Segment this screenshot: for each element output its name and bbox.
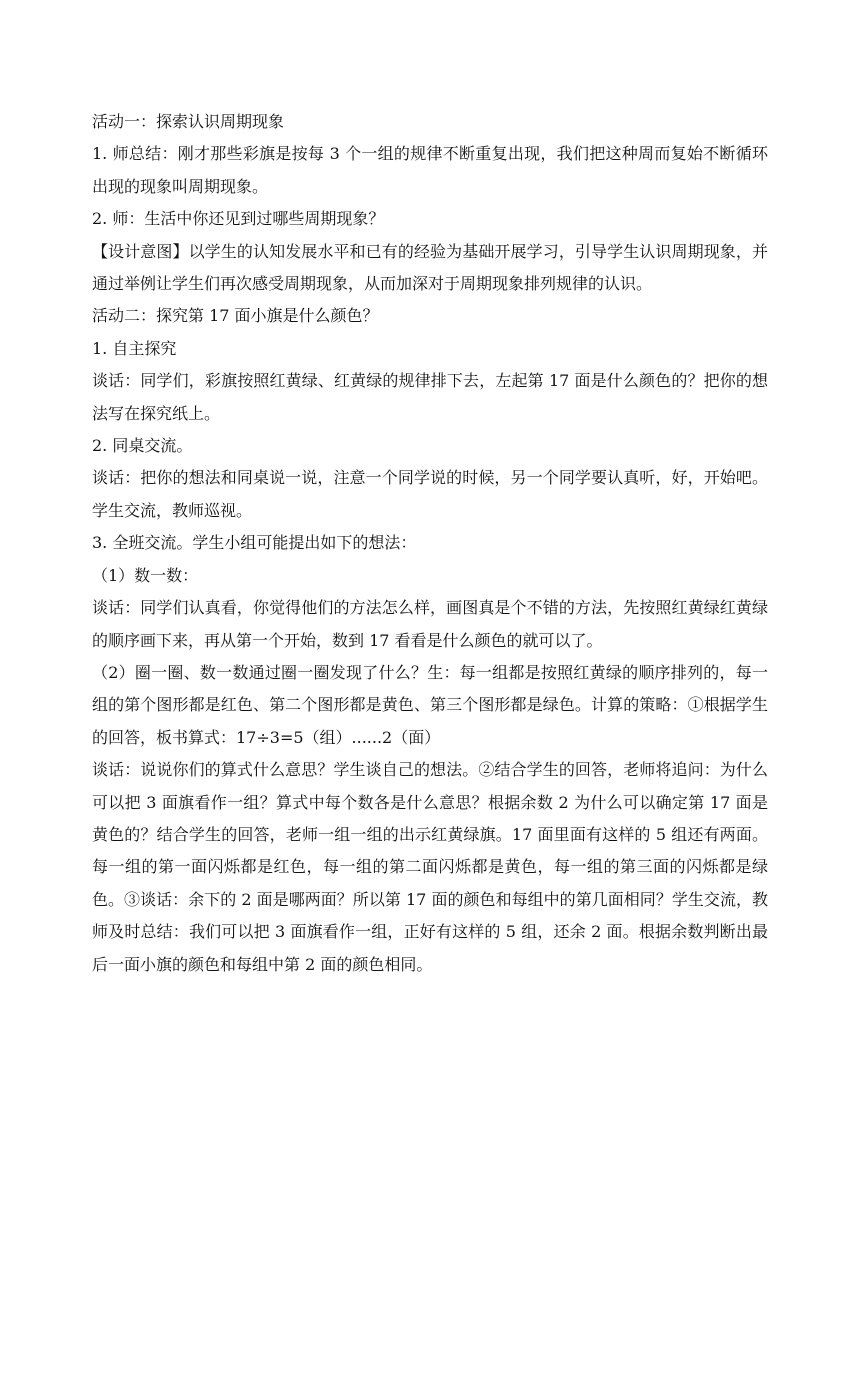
document-body (92, 106, 768, 981)
talk-paragraph-3: 谈话：同学们认真看，你觉得他们的方法怎么样，画图真是个不错的方法，先按照红黄绿红黄绿的顺序画下来，再从第一个开始，数到 17 看看是什么颜色的就可以了。 (92, 598, 768, 650)
activity-one-heading: 活动一：探索认识周期现象 (92, 112, 285, 131)
teacher-question-paragraph: 2. 师：生活中你还见到过哪些周期现象？ (92, 209, 385, 229)
talk-paragraph-1: 谈话：同学们，彩旗按照红黄绿、红黄绿的规律排下去，左起第 17 面是什么颜色的？把你的想法写在探究纸上。 (92, 371, 768, 423)
talk-paragraph-4: 谈话：说说你们的算式什么意思？学生谈自己的想法。②结合学生的回答，老师将追问：为什么可以把 3 面旗看作一组？算式中每个数各是什么意思？根据余数 2 为什么可以确定第 17 面是黄色的？结合学生的回答，老师一组一组的出示红黄绿旗。17 面里面有这样的 5 组还有两面。每一组的第一面闪烁都是红色，每一组的第二面闪烁都是黄色，每一组的第三面的闪烁都是绿色。③谈话：余下的 2 面是哪两面？所以第 17 面的颜色和每组中的第几面相同？学生交流，教师及时总结：我们可以把 3 面旗看作一组，正好有这样的 5 组，还余 2 面。根据余数判断出最后一面小旗的颜色和每组中第 2 面的颜色相同。 (92, 760, 768, 974)
self-exploration-item: 1. 自主探究 (92, 338, 177, 358)
circle-count-paragraph: （2）圈一圈、数一数通过圈一圈发现了什么？生：每一组都是按照红黄绿的顺序排列的，每一组的第个图形都是红色、第二个图形都是黄色、第三个图形都是绿色。计算的策略：①根据学生的回答，板书算式：17÷3=5（组）......2（面） (92, 662, 768, 747)
design-intent-paragraph: 【设计意图】以学生的认知发展水平和已有的经验为基础开展学习，引导学生认识周期现象，并通过举例让学生们再次感受周期现象，从而加深对于周期现象排列规律的认识。 (92, 241, 768, 294)
teacher-summary-paragraph: 1. 师总结：刚才那些彩旗是按每 3 个一组的规律不断重复出现，我们把这种周而复始不断循环出现的现象叫周期现象。 (92, 144, 768, 196)
talk-paragraph-2: 谈话：把你的想法和同桌说一说，注意一个同学说的时候，另一个同学要认真听，好，开始吧。学生交流，教师巡视。 (92, 468, 768, 520)
deskmate-exchange-item: 2. 同桌交流。 (92, 436, 193, 456)
activity-two-heading: 活动二：探究第 17 面小旗是什么颜色？ (92, 306, 379, 326)
class-exchange-item: 3. 全班交流。学生小组可能提出如下的想法： (92, 533, 417, 553)
count-method-item: （1）数一数： (92, 565, 199, 585)
